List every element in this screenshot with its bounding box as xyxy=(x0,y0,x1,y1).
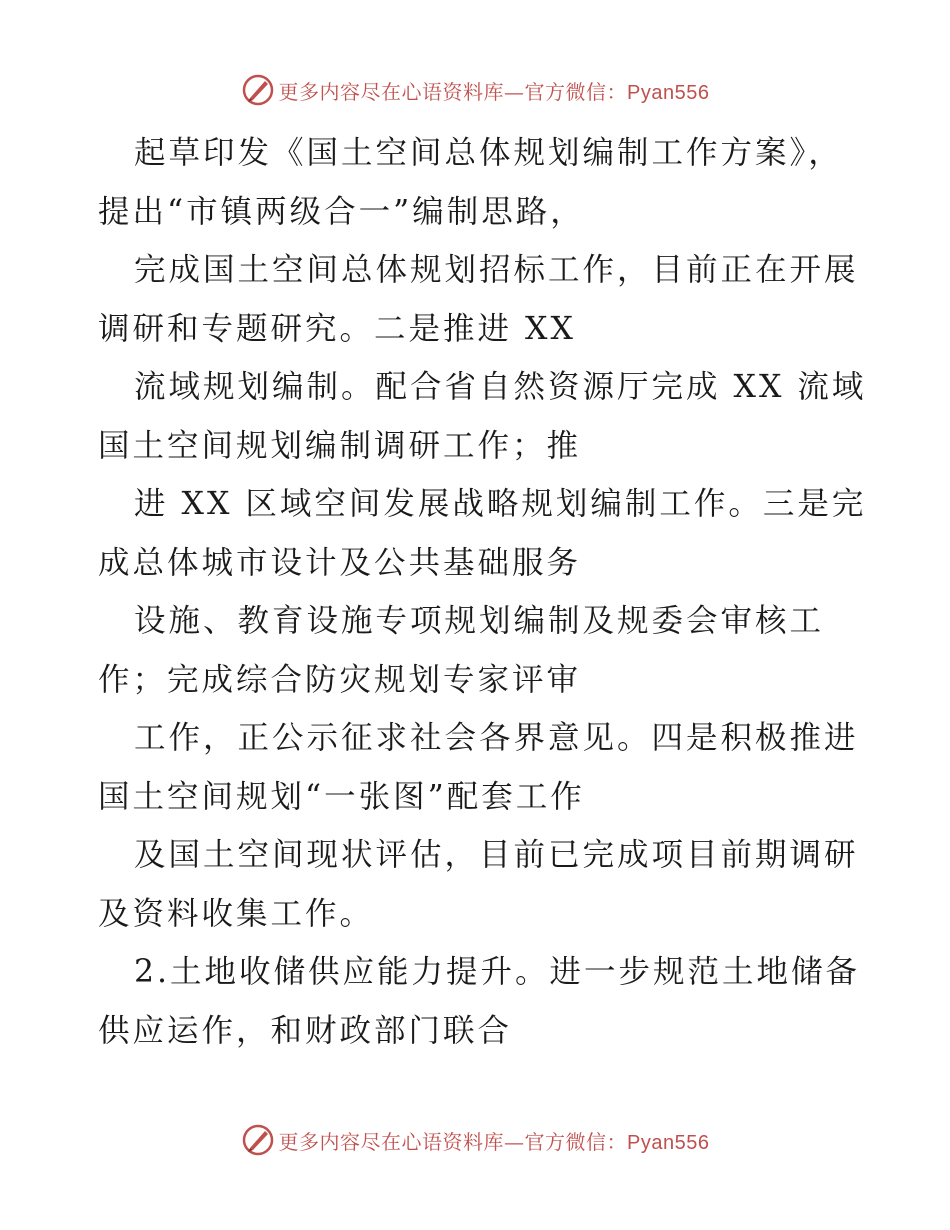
text-line: 流域规划编制。配合省自然资源厅完成 XX 流域 xyxy=(134,369,867,405)
text-line: 供应运作，和财政部门联合 xyxy=(98,1012,513,1049)
document-body xyxy=(98,124,867,1060)
footer-watermark xyxy=(0,1120,950,1160)
text-line: 调研和专题研究。二是推进 XX xyxy=(98,310,576,347)
text-line: 及资料收集工作。 xyxy=(98,895,375,932)
text-line: 设施、教育设施专项规划编制及规委会审核工 xyxy=(134,603,825,639)
text-line: 及国土空间现状评估，目前已完成项目前期调研 xyxy=(134,837,859,873)
quill-pen-logo-icon xyxy=(241,1123,275,1157)
text-line: 作；完成综合防灾规划专家评审 xyxy=(98,661,582,698)
text-line: 进 XX 区域空间发展战略规划编制工作。三是完 xyxy=(134,486,867,522)
header-watermark xyxy=(0,70,950,110)
text-line: 国土空间规划编制调研工作；推 xyxy=(98,427,582,464)
text-line: 成总体城市设计及公共基础服务 xyxy=(98,544,582,581)
text-line: 起草印发《国土空间总体规划编制工作方案》， xyxy=(134,135,843,171)
quill-pen-logo-icon xyxy=(241,73,275,107)
text-line: 工作，正公示征求社会各界意见。四是积极推进 xyxy=(134,720,859,756)
watermark-text: 更多内容尽在心语资料库—官方微信：Pyan556 xyxy=(278,79,710,104)
watermark-text: 更多内容尽在心语资料库—官方微信：Pyan556 xyxy=(278,1129,710,1154)
text-line: 国土空间规划“一张图”配套工作 xyxy=(98,778,585,815)
text-line: 2.土地收储供应能力提升。进一步规范土地储备 xyxy=(134,954,861,990)
text-line: 提出“市镇两级合一”编制思路， xyxy=(98,193,585,230)
text-line: 完成国土空间总体规划招标工作，目前正在开展 xyxy=(134,252,859,288)
